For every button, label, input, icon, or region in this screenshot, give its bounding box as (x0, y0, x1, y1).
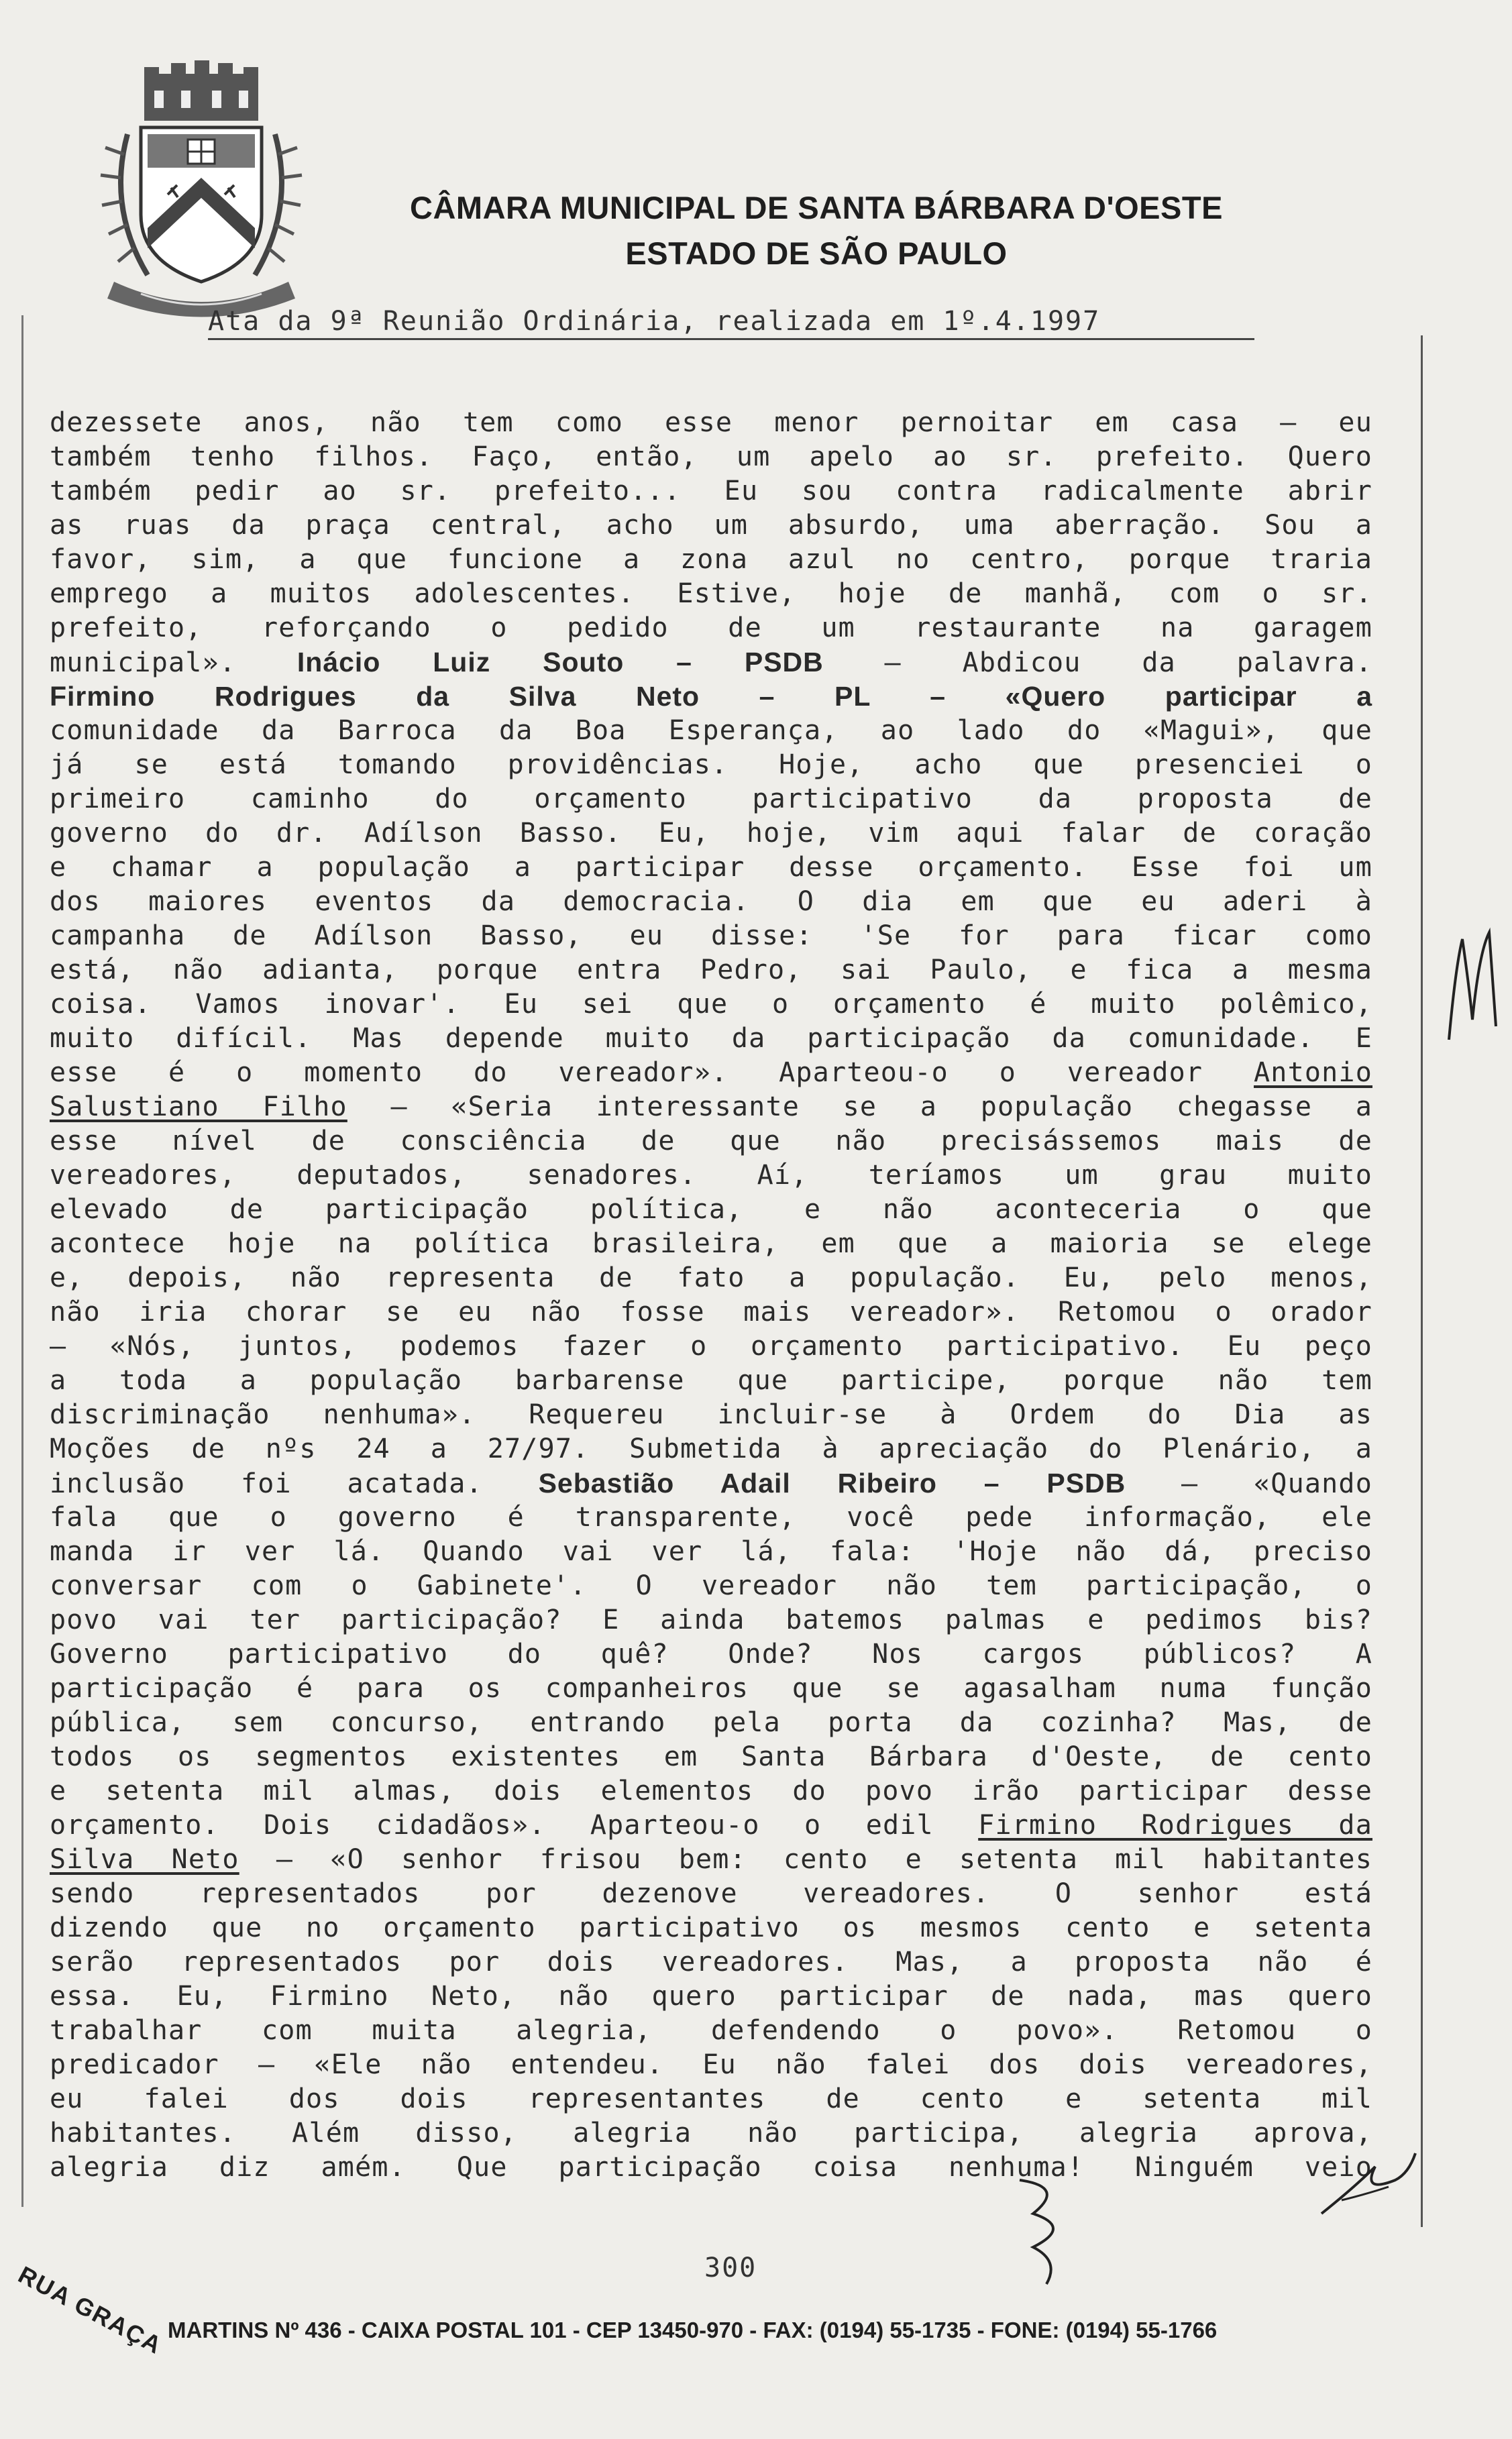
body-line: coisa. Vamos inovar'. Eu sei que o orçamento é muito polêmico, (50, 989, 1372, 1020)
body-line: sendo representados por dezenove vereadores. O senhor está (50, 1878, 1372, 1909)
minutes-body (50, 406, 1372, 2185)
body-line: eu falei dos dois representantes de cento e setenta mil (50, 2083, 1372, 2114)
body-line: as ruas da praça central, acho um absurdo, uma aberração. Sou a (50, 510, 1372, 541)
body-line: habitantes. Além disso, alegria não participa, alegria aprova, (50, 2118, 1372, 2149)
body-line: já se está tomando providências. Hoje, acho que presenciei o (50, 749, 1372, 780)
body-line: acontece hoje na política brasileira, em que a maioria se elege (50, 1228, 1372, 1259)
body-line (50, 1056, 1372, 1090)
body-line: não iria chorar se eu não fosse mais vereador». Retomou o orador (50, 1297, 1372, 1327)
body-text: – «Quando (1126, 1468, 1372, 1499)
signature-icon (1315, 2147, 1422, 2220)
body-line (50, 645, 1372, 680)
councilor-name: Firmino Rodrigues da (978, 1810, 1372, 1841)
body-line: está, não adianta, porque entra Pedro, sai Paulo, e fica a mesma (50, 955, 1372, 985)
body-line: trabalhar com muita alegria, defendendo o povo». Retomou o (50, 2015, 1372, 2046)
body-line: Governo participativo do quê? Onde? Nos cargos públicos? A (50, 1639, 1372, 1670)
state-name: ESTADO DE SÃO PAULO (625, 235, 1008, 271)
body-line: participação é para os companheiros que se agasalham numa função (50, 1673, 1372, 1704)
body-line: pública, sem concurso, entrando pela porta da cozinha? Mas, de (50, 1707, 1372, 1738)
body-line: Moções de nºs 24 a 27/97. Submetida à apreciação do Plenário, a (50, 1433, 1372, 1464)
body-line: dos maiores eventos da democracia. O dia em que eu aderi à (50, 886, 1372, 917)
body-line: dezessete anos, não tem como esse menor pernoitar em casa – eu (50, 407, 1372, 438)
body-line (50, 1090, 1372, 1124)
body-line: primeiro caminho do orçamento participativo da proposta de (50, 783, 1372, 814)
body-line: todos os segmentos existentes em Santa Bárbara d'Oeste, de cento (50, 1741, 1372, 1772)
speaker-name: Inácio Luiz Souto – PSDB (296, 647, 824, 678)
body-line: campanha de Adílson Basso, eu disse: 'Se for para ficar como (50, 920, 1372, 951)
body-line: e setenta mil almas, dois elementos do povo irão participar desse (50, 1776, 1372, 1806)
body-line: também pedir ao sr. prefeito... Eu sou contra radicalmente abrir (50, 476, 1372, 506)
body-line: alegria diz amém. Que participação coisa nenhuma! Ninguém veio (50, 2152, 1372, 2183)
body-line: prefeito, reforçando o pedido de um restaurante na garagem (50, 612, 1372, 643)
body-line: predicador – «Ele não entendeu. Eu não falei dos dois vereadores, (50, 2049, 1372, 2080)
body-line (50, 1466, 1372, 1501)
body-line: povo vai ter participação? E ainda batemos palmas e pedimos bis? (50, 1605, 1372, 1635)
body-line: esse nível de consciência de que não precisássemos mais de (50, 1126, 1372, 1156)
body-text: – Abdicou da palavra. (823, 647, 1372, 678)
body-text: – «O senhor frisou bem: cento e setenta mil habitantes (239, 1844, 1372, 1875)
left-margin-rule (21, 315, 23, 2207)
page-number: 300 (704, 2253, 757, 2283)
speaker-name: Sebastião Adail Ribeiro – PSDB (538, 1468, 1126, 1499)
body-line: serão representados por dois vereadores. Mas, a proposta não é (50, 1947, 1372, 1977)
body-text: orçamento. Dois cidadãos». Aparteou-o o edil (50, 1810, 979, 1841)
body-line: e, depois, não representa de fato a população. Eu, pelo menos, (50, 1262, 1372, 1293)
body-text: inclusão foi acatada. (50, 1468, 539, 1499)
councilor-name: Salustiano Filho (50, 1091, 347, 1122)
body-line: essa. Eu, Firmino Neto, não quero participar de nada, mas quero (50, 1981, 1372, 2012)
body-text: – «Seria interessante se a população chegasse a (347, 1091, 1372, 1122)
body-line: vereadores, deputados, senadores. Aí, teríamos um grau muito (50, 1160, 1372, 1191)
body-line: muito difícil. Mas depende muito da participação da comunidade. E (50, 1023, 1372, 1054)
body-text: esse é o momento do vereador». Aparteou-o o vereador (50, 1057, 1254, 1088)
body-text: municipal». (50, 647, 297, 678)
body-line: governo do dr. Adílson Basso. Eu, hoje, vim aqui falar de coração (50, 818, 1372, 849)
body-line (50, 1808, 1372, 1843)
body-line: discriminação nenhuma». Requereu incluir-se à Ordem do Dia as (50, 1399, 1372, 1430)
councilor-name: Antonio (1254, 1057, 1372, 1088)
footer-address: MARTINS Nº 436 - CAIXA POSTAL 101 - CEP 13450-970 - FAX: (0194) 55-1735 - FONE: (0194) 55-1766 (168, 2318, 1218, 2342)
body-line: emprego a muitos adolescentes. Estive, hoje de manhã, com o sr. (50, 578, 1372, 609)
councilor-name: Silva Neto (50, 1844, 239, 1875)
body-line: a toda a população barbarense que participe, porque não tem (50, 1365, 1372, 1396)
body-line: comunidade da Barroca da Boa Esperança, ao lado do «Magui», que (50, 715, 1372, 746)
body-line: elevado de participação política, e não aconteceria o que (50, 1194, 1372, 1225)
body-line (50, 1843, 1372, 1877)
body-line: favor, sim, a que funcione a zona azul no centro, porque traria (50, 544, 1372, 575)
body-line: manda ir ver lá. Quando vai ver lá, fala: 'Hoje não dá, preciso (50, 1536, 1372, 1567)
right-margin-rule (1421, 335, 1423, 2227)
body-line: também tenho filhos. Faço, então, um apelo ao sr. prefeito. Quero (50, 441, 1372, 472)
body-line: fala que o governo é transparente, você pede informação, ele (50, 1502, 1372, 1533)
institution-name: CÂMARA MUNICIPAL DE SANTA BÁRBARA D'OESTE (410, 190, 1223, 225)
body-line: – «Nós, juntos, podemos fazer o orçamento participativo. Eu peço (50, 1331, 1372, 1362)
body-line: conversar com o Gabinete'. O vereador não tem participação, o (50, 1570, 1372, 1601)
body-line: e chamar a população a participar desse orçamento. Esse foi um (50, 852, 1372, 883)
signature-icon (1442, 926, 1503, 1046)
ata-title: Ata da 9ª Reunião Ordinária, realizada em 1º.4.1997 (208, 306, 1254, 340)
footer-street-prefix: RUA GRAÇA (13, 2261, 167, 2360)
signature-icon (1006, 2173, 1080, 2287)
body-line (50, 680, 1372, 714)
speaker-name: Firmino Rodrigues da Silva Neto – PL – «Quero participar a (50, 681, 1372, 712)
body-line: dizendo que no orçamento participativo os mesmos cento e setenta (50, 1912, 1372, 1943)
